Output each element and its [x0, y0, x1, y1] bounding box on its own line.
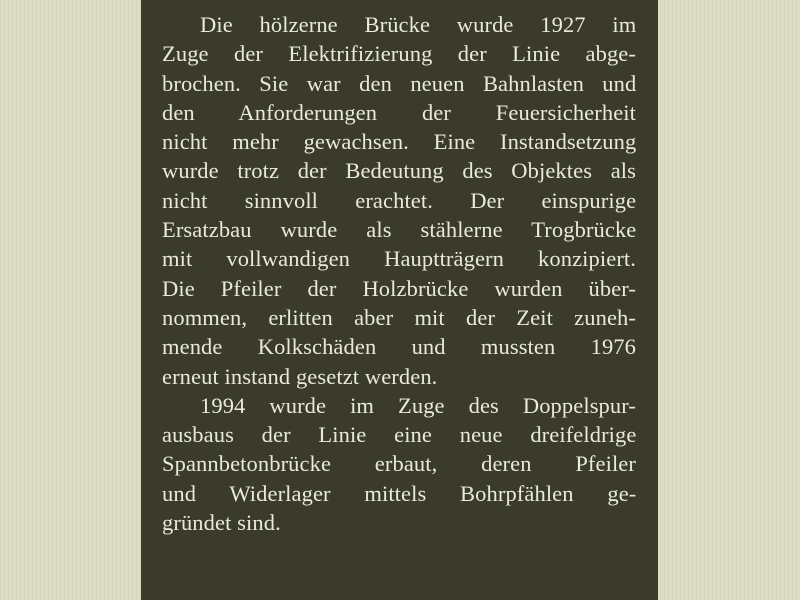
- text-line: mit vollwandigen Hauptträgern konzipiert.: [162, 246, 636, 272]
- paragraph-2: [162, 391, 636, 537]
- text-line: den Anforderungen der Feuersicherheit: [162, 99, 636, 125]
- paragraph-1: [162, 10, 636, 391]
- text-line: ausbaus der Linie eine neue dreifeldrige: [162, 422, 637, 448]
- text-line: Die hölzerne Brücke wurde 1927 im: [200, 12, 637, 37]
- text-line: und Widerlager mittels Bohrpfählen ge-: [162, 480, 637, 506]
- text-line: erneut instand gesetzt werden.: [162, 363, 438, 389]
- text-line: nicht sinnvoll erachtet. Der einspurige: [162, 187, 637, 213]
- text-line: Spannbetonbrücke erbaut, deren Pfeiler: [162, 451, 636, 477]
- text-panel: [141, 0, 658, 600]
- text-line: wurde trotz der Bedeutung des Objektes als: [162, 158, 636, 184]
- text-line: Zuge der Elektrifizierung der Linie abge-: [162, 41, 636, 67]
- text-line: nicht mehr gewachsen. Eine Instandsetzung: [162, 129, 637, 155]
- text-line: gründet sind.: [162, 510, 281, 536]
- text-line: 1994 wurde im Zuge des Doppelspur-: [200, 392, 636, 418]
- text-line: nommen, erlitten aber mit der Zeit zuneh-: [162, 304, 636, 330]
- text-line: brochen. Sie war den neuen Bahnlasten und: [162, 70, 637, 96]
- text-line: Ersatzbau wurde als stählerne Trogbrücke: [162, 217, 637, 243]
- text-line: mende Kolkschäden und mussten 1976: [162, 334, 636, 360]
- text-line: Die Pfeiler der Holzbrücke wurden über-: [162, 275, 636, 301]
